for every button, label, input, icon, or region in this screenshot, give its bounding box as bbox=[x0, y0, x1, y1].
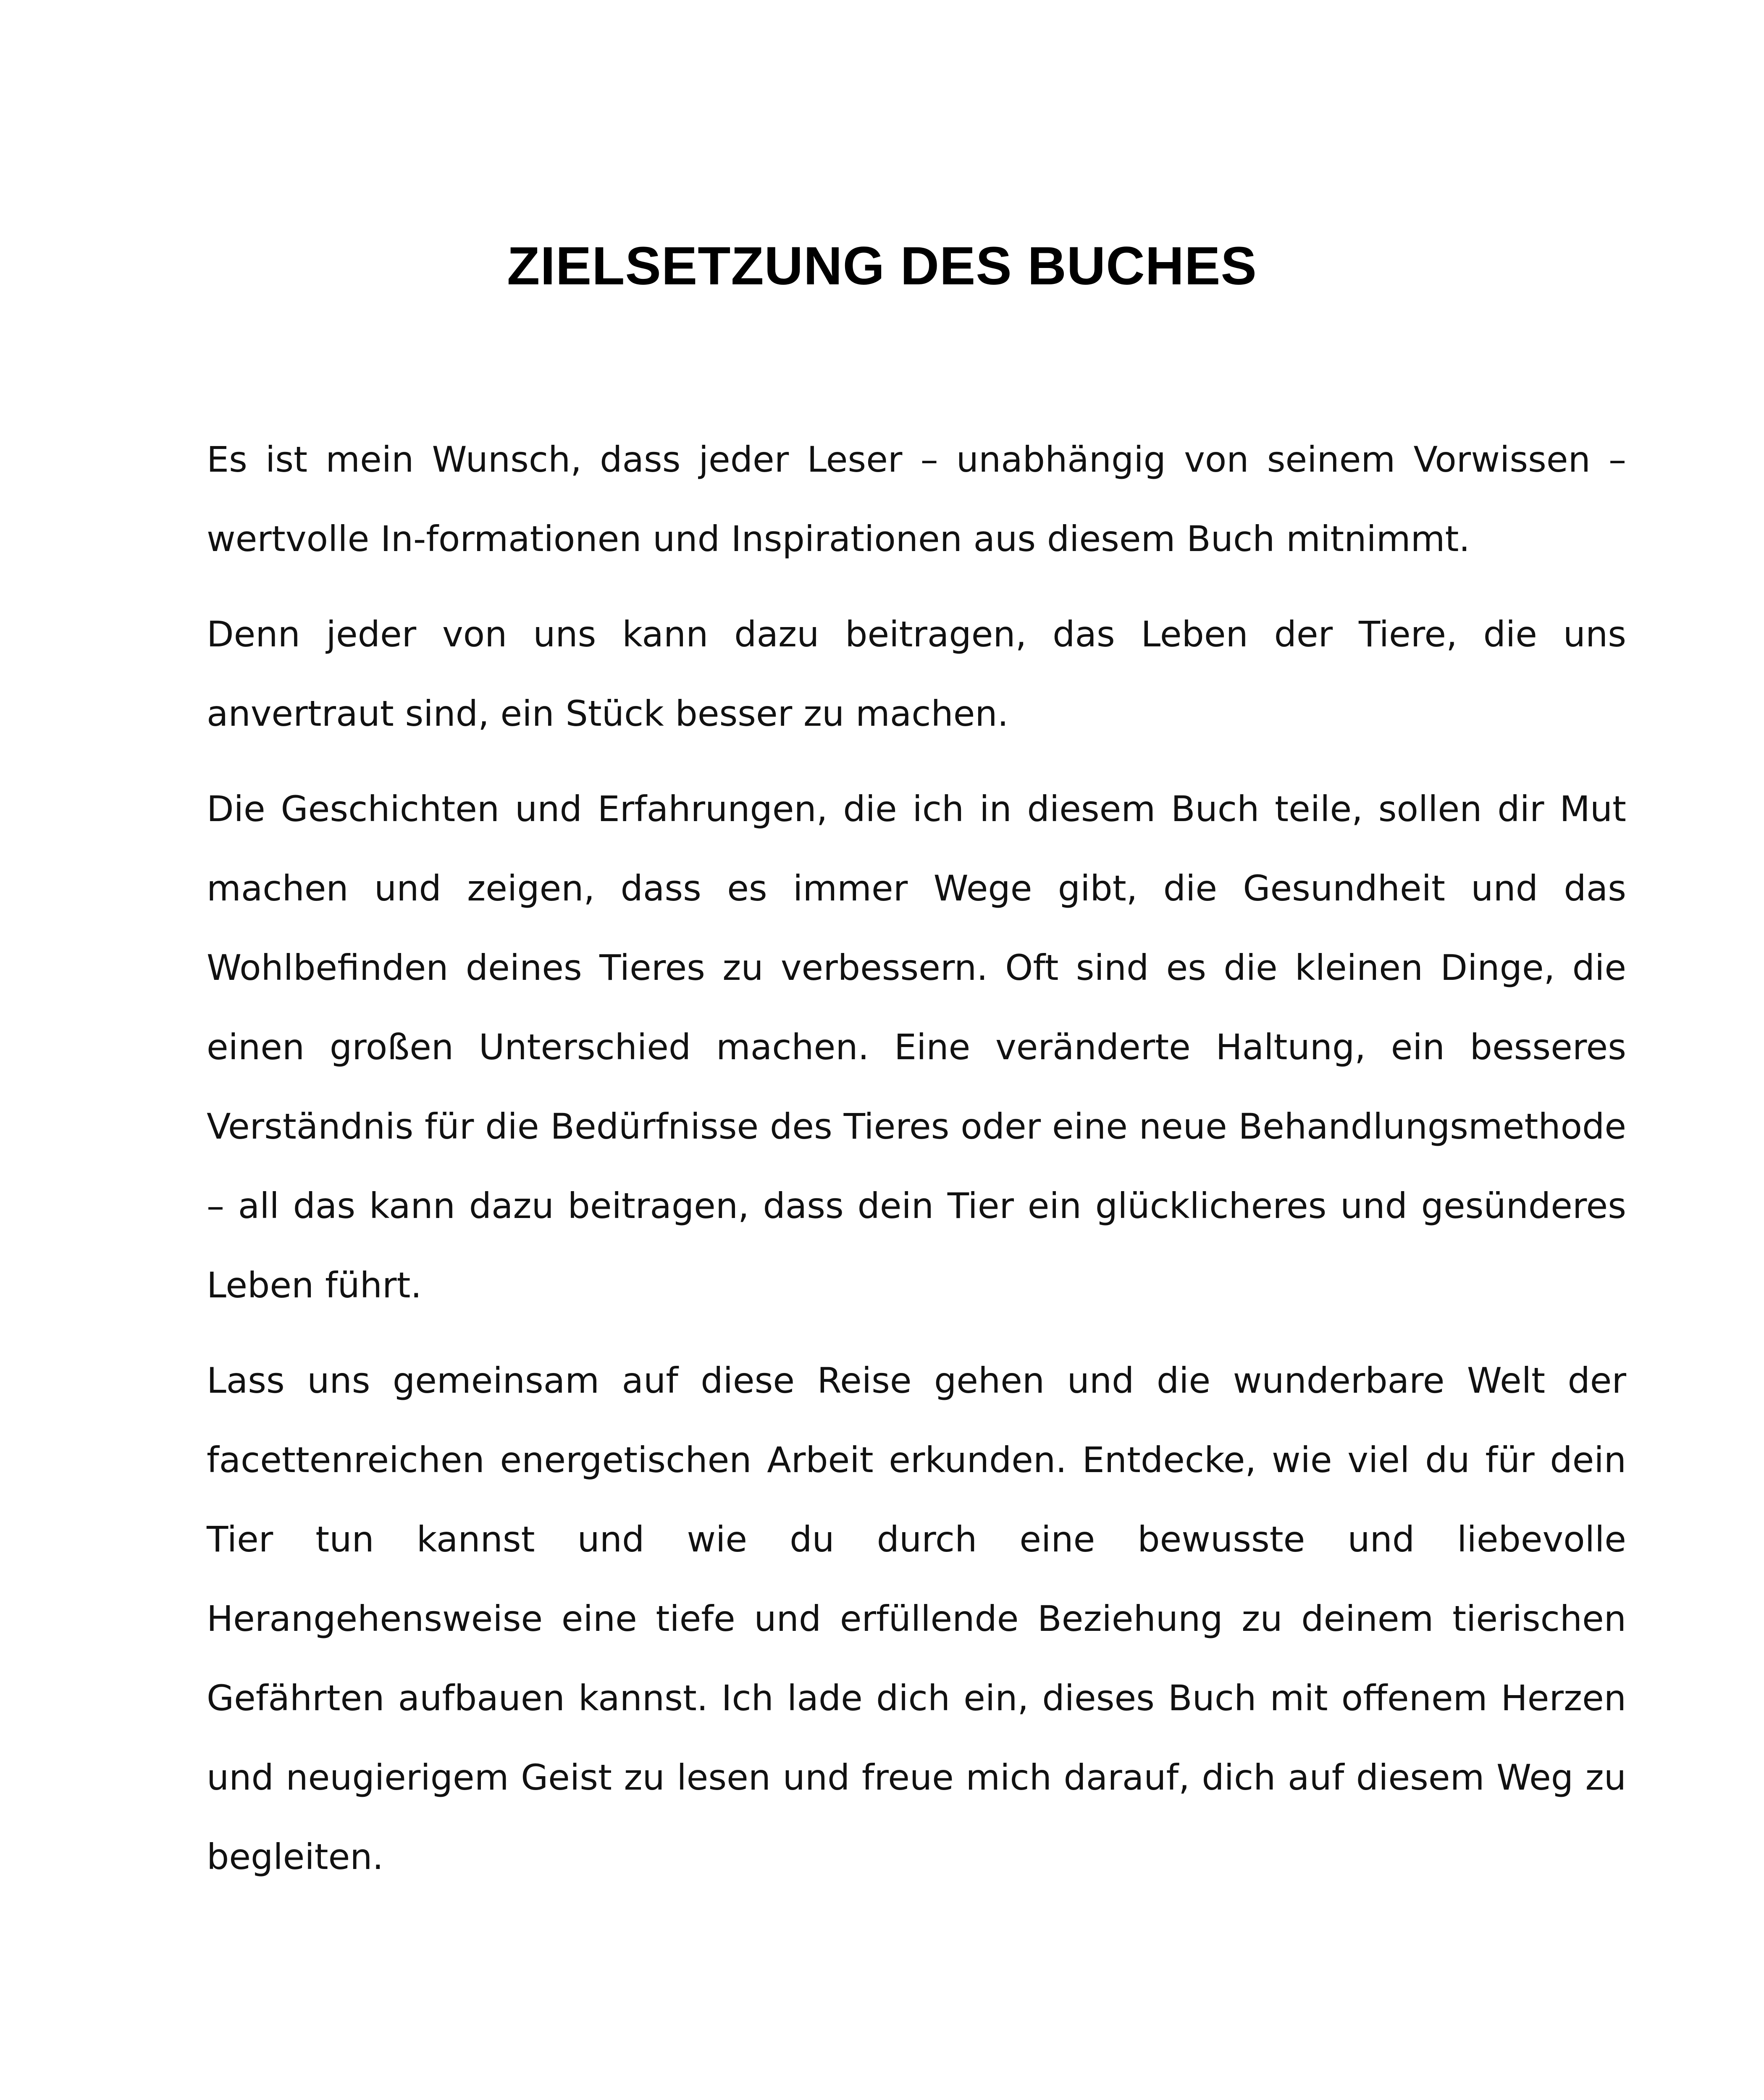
paragraph-4: Lass uns gemeinsam auf diese Reise gehen und die wunderbare Welt der facettenreichen energetischen Arbeit erkunden. Entdecke, wie viel du für dein Tier tun kannst und wie du durch eine bewusste und liebevolle Herangehensweise eine tiefe und erfüllende Beziehung zu deinem tierischen Gefährten aufbauen kannst. Ich lade dich ein, dieses Buch mit offenem Herzen und neugierigem Geist zu lesen und freue mich darauf, dich auf diesem Weg zu begleiten. bbox=[207, 1360, 1626, 1877]
paragraph-2: Denn jeder von uns kann dazu beitragen, das Leben der Tiere, die uns anvertraut sind, ein Stück besser zu machen. bbox=[207, 614, 1626, 734]
page-title: ZIELSETZUNG DES BUCHES bbox=[507, 236, 1257, 296]
paragraph-1: Es ist mein Wunsch, dass jeder Leser – unabhängig von seinem Vorwissen – wertvolle In-formationen und Inspirationen aus diesem Buch mitnimmt. bbox=[207, 439, 1626, 559]
body-text bbox=[207, 420, 1626, 1913]
paragraph-3: Die Geschichten und Erfahrungen, die ich in diesem Buch teile, sollen dir Mut machen und zeigen, dass es immer Wege gibt, die Gesundheit und das Wohlbefinden deines Tieres zu verbessern. Oft sind es die kleinen Dinge, die einen großen Unterschied machen. Eine veränderte Haltung, ein besseres Verständnis für die Bedürfnisse des Tieres oder eine neue Behandlungsmethode – all das kann dazu beitragen, dass dein Tier ein glücklicheres und gesünderes Leben führt. bbox=[207, 788, 1626, 1306]
